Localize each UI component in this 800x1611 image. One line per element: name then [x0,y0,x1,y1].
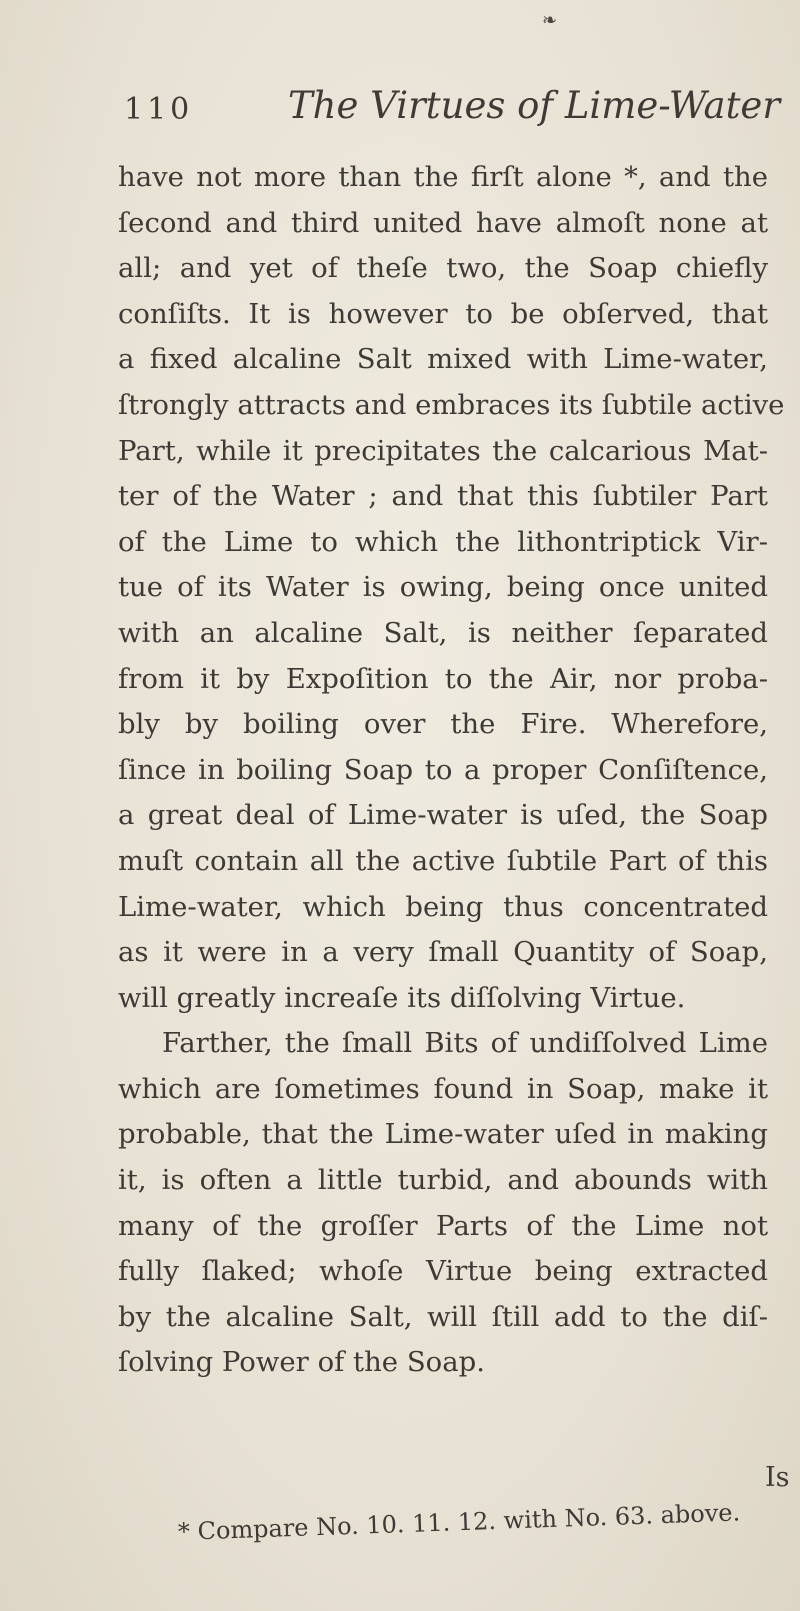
text-line: muſt contain all the active ſubtile Part of this [118,844,768,877]
text-line: as it were in a very ſmall Quantity of Soap, [118,936,768,969]
body-text [118,155,785,1386]
page-header [118,82,781,132]
text-line: Part, while it precipitates the calcarious Mat- [118,434,768,467]
page-number: 110 [124,92,194,127]
text-line: ſecond and third united have almoſt none at [118,206,768,239]
text-line: a fixed alcaline Salt mixed with Lime-water, [118,343,768,376]
text-line: from it by Expoſition to the Air, nor proba- [118,662,768,695]
text-line: bly by boiling over the Fire. Wherefore, [118,708,768,741]
text-line: tue of its Water is owing, being once united [118,571,768,604]
running-title: The Virtues of Lime-Water [288,84,781,127]
text-line: of the Lime to which the lithontriptick Vir- [118,525,768,558]
text-line: ſince in boiling Soap to a proper Conſiſtence, [118,753,768,786]
text-line: all; and yet of theſe two, the Soap chiefly [118,252,768,285]
text-line: which are ſometimes found in Soap, make it [118,1072,768,1105]
catchword: Is [765,1462,790,1493]
printer-ornament: ❧ [542,10,558,31]
text-line: have not more than the firſt alone *, and the [118,161,768,193]
text-line: fully ſlaked; whoſe Virtue being extracted [118,1255,768,1288]
text-line: ſolving Power of the Soap. [118,1346,485,1379]
text-line: Lime-water, which being thus concentrated [118,890,768,923]
text-line: probable, that the Lime-water uſed in making [118,1118,768,1151]
text-line: conſiſts. It is however to be obſerved, that [118,297,768,330]
paragraph-start-line: Farther, the ſmall Bits of undiſſolved Lime [162,1027,768,1060]
text-line: ſtrongly attracts and embraces its ſubtile active [118,388,785,421]
text-line: will greatly increaſe its diſſolving Virtue. [118,981,686,1014]
text-line: ter of the Water ; and that this ſubtiler Part [118,480,768,513]
text-line: a great deal of Lime-water is uſed, the Soap [118,799,768,832]
text-line: it, is often a little turbid, and abounds with [118,1164,768,1197]
text-line: many of the groſſer Parts of the Lime not [118,1209,768,1242]
text-line: with an alcaline Salt, is neither ſeparated [118,616,768,649]
footnote: * Compare No. 10. 11. 12. with No. 63. above. [177,1498,741,1546]
text-line: by the alcaline Salt, will ſtill add to the diſ- [118,1300,768,1333]
